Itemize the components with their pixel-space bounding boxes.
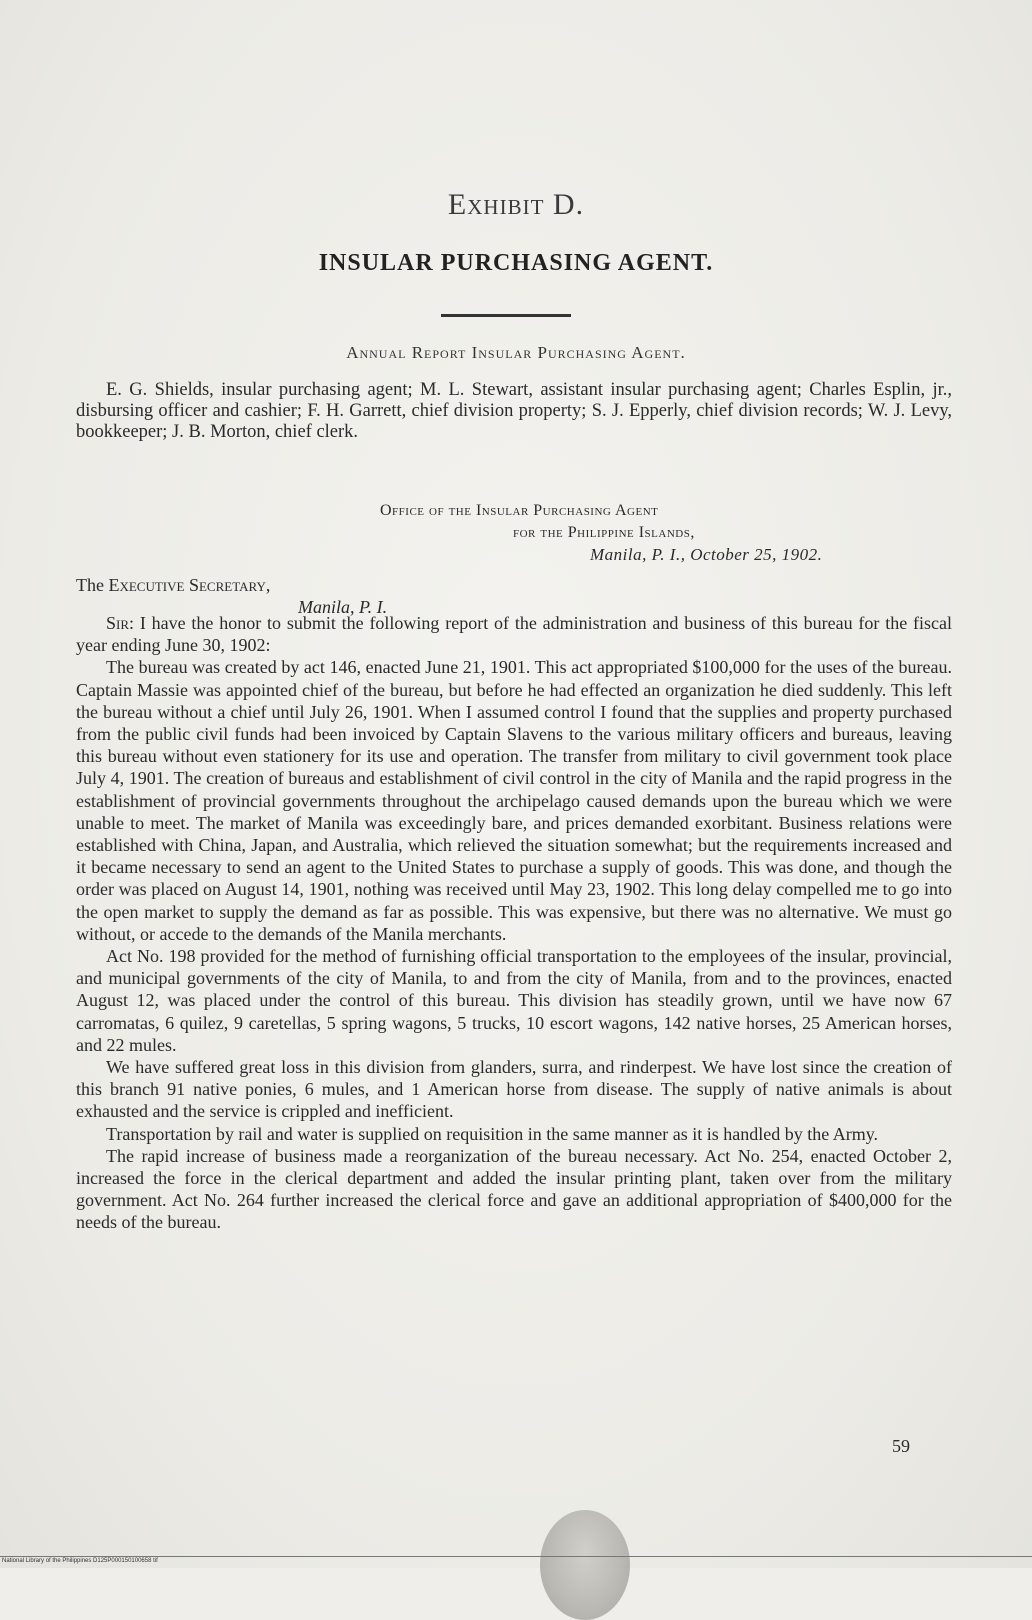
staff-list: E. G. Shields, insular purchasing agent; M. L. Stewart, assistant insular purchasing agent; Charles Esplin, jr., disbursing officer and cashier; F. H. Garrett, chief division property; S. J. Epperly, chief division records; W. J. Levy, bookkeeper; J. B. Morton, chief clerk. [76, 380, 952, 442]
office-date-line: Manila, P. I., October 25, 1902. [590, 545, 823, 564]
letter-body [76, 612, 952, 1234]
office-line-2: for the Philippine Islands, [513, 524, 695, 541]
divider-rule [441, 314, 571, 317]
recipient-title: Executive Secretary, [108, 575, 271, 595]
footer-divider [0, 1556, 1032, 1557]
paragraph [76, 612, 952, 656]
report-title: Annual Report Insular Purchasing Agent. [346, 343, 686, 362]
office-line-1: Office of the Insular Purchasing Agent [380, 502, 659, 519]
office-address [380, 500, 940, 566]
scanner-thumb-shadow [540, 1510, 630, 1620]
paragraph: Transportation by rail and water is supplied on requisition in the same manner as it is handled by the Army. [106, 1123, 879, 1144]
footer-caption: National Library of the Philippines D125P000150100658 tif [2, 1558, 158, 1564]
exhibit-title: Exhibit D. [447, 188, 585, 221]
paragraph: Act No. 198 provided for the method of furnishing official transportation to the employees of the insular, provincial, and municipal governments of the city of Manila, to and from the city of Manila, from and to the provinces, enacted August 12, was placed under the control of this bureau. This division has steadily grown, until we have now 67 carromatas, 6 quilez, 9 caretellas, 5 spring wagons, 5 trucks, 10 escort wagons, 142 native horses, 25 American horses, and 22 mules. [76, 946, 952, 1055]
recipient-prefix: The [76, 575, 104, 595]
paragraph: The rapid increase of business made a reorganization of the bureau necessary. Act No. 254, enacted October 2, increased the force in the clerical department and added the insular printing plant, taken over from the military government. Act No. 264 further increased the clerical force and gave an additional appropriation of $400,000 for the needs of the bureau. [76, 1145, 952, 1233]
page-number: 59 [892, 1436, 910, 1456]
recipient-line [76, 574, 576, 596]
section-heading: INSULAR PURCHASING AGENT. [318, 250, 714, 276]
salutation-word: Sir: [106, 613, 135, 633]
paragraph-text: I have the honor to submit the following report of the administration and business of this bureau for the fiscal year ending June 30, 1902: [76, 613, 953, 656]
paragraph: The bureau was created by act 146, enacted June 21, 1901. This act appropriated $100,000 for the uses of the bureau. Captain Massie was appointed chief of the bureau, but before he had effected an organization he died suddenly. This left the bureau without a chief until July 26, 1901. When I assumed control I found that the supplies and property purchased from the public civil funds had been invoiced by Captain Slavens to the various military officers and bureaus, leaving this bureau without even stationery for its use and operation. The transfer from military to civil government took place July 4, 1901. The creation of bureaus and establishment of civil control in the city of Manila and the rapid progress in the establishment of provincial governments throughout the archipelago caused demands upon the bureau which we were unable to meet. The market of Manila was exceedingly bare, and prices demanded exorbitant. Business relations were established with China, Japan, and Australia, which relieved the situation somewhat; but the requirements increased and it became necessary to send an agent to the United States to purchase a supply of goods. This was done, and though the order was placed on August 14, 1901, nothing was received until May 23, 1902. This long delay compelled me to go into the open market to supply the demand as far as possible. This was expensive, but there was no alternative. We must go without, or accede to the demands of the Manila merchants. [76, 657, 952, 944]
recipient-place: Manila, P. I. [298, 597, 388, 617]
paragraph: We have suffered great loss in this division from glanders, surra, and rinderpest. We have lost since the creation of this branch 91 native ponies, 6 mules, and 1 American horse from disease. The supply of native animals is about exhausted and the service is crippled and inefficient. [76, 1057, 952, 1122]
